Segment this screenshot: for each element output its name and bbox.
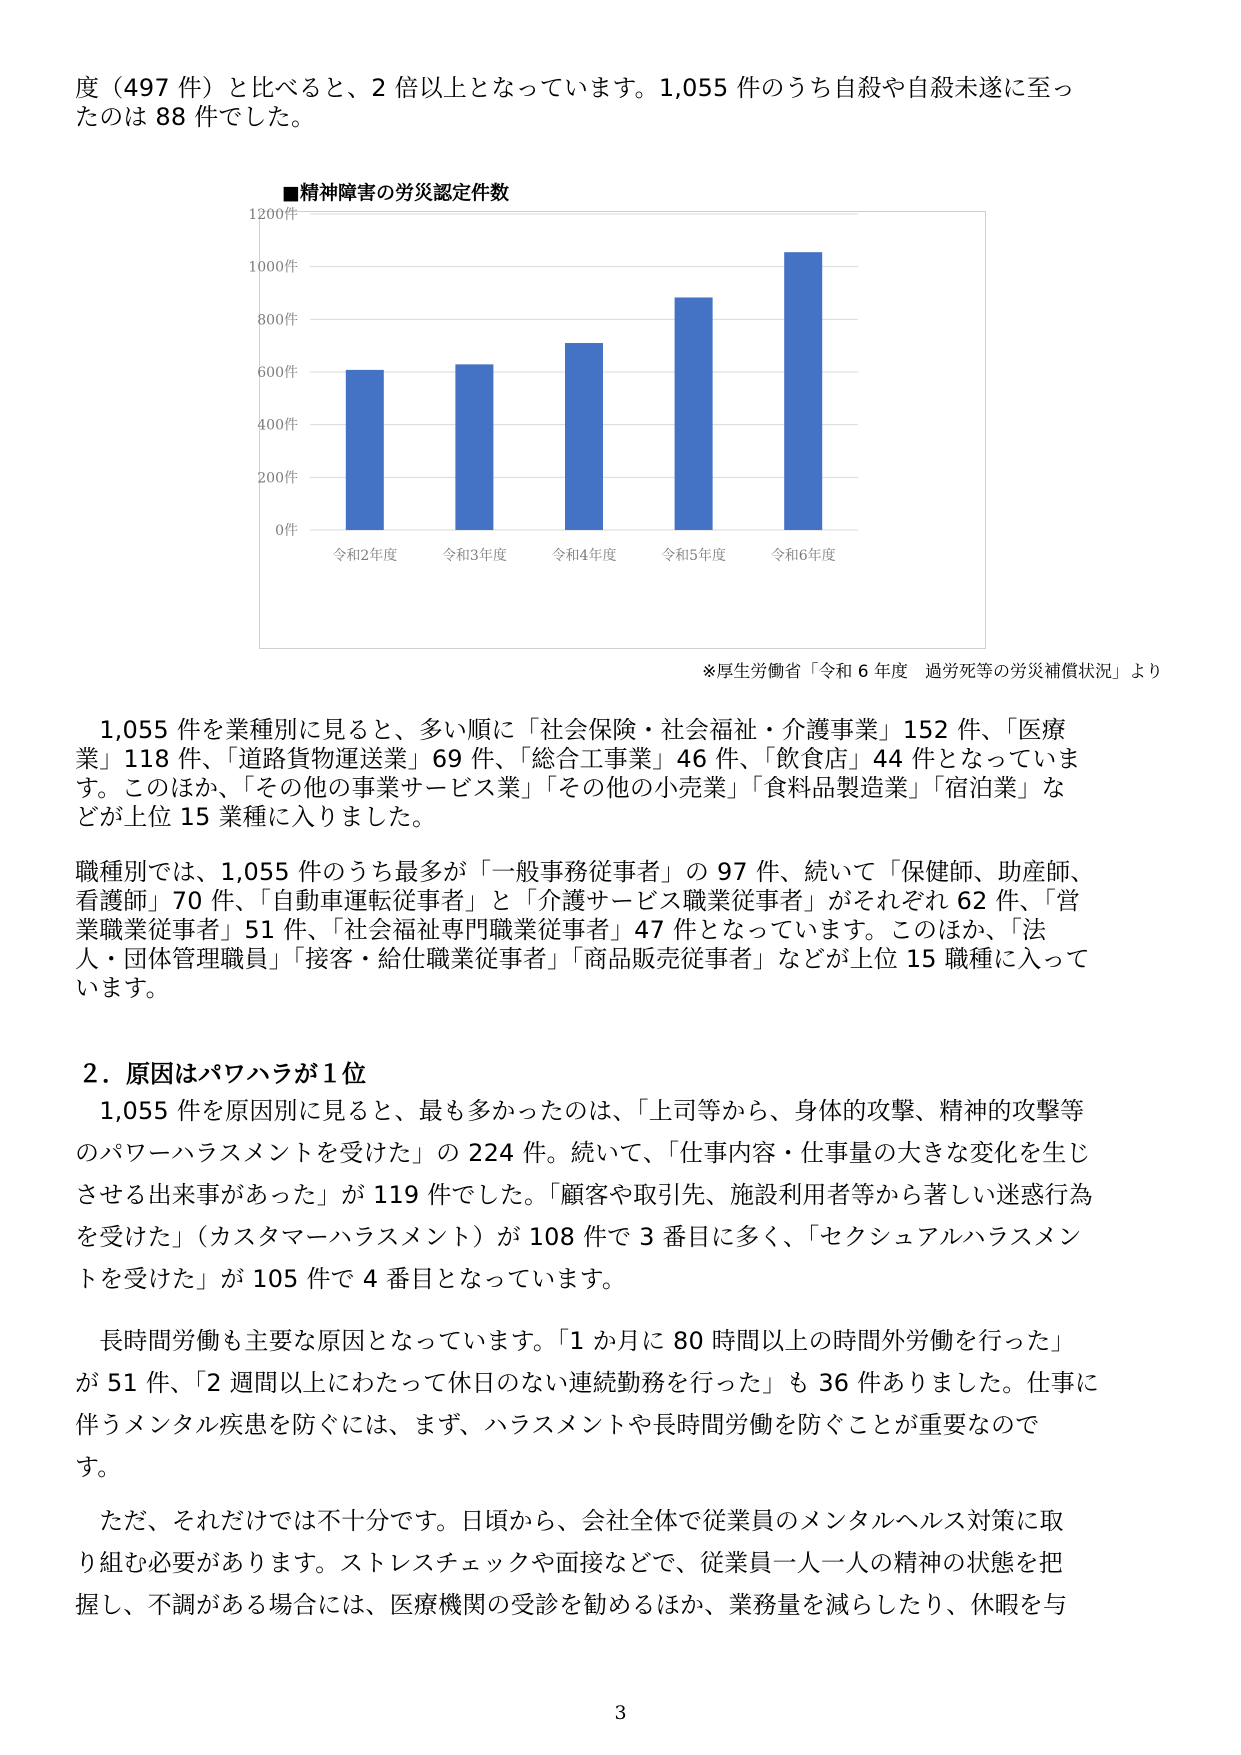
text-line: す。 <box>75 1453 122 1481</box>
chart-frame <box>248 207 986 649</box>
y-tick-label: 0件 <box>275 523 298 539</box>
text-line: 業」118 件、「道路貨物運送業」69 件、「総合工事業」46 件、「飲食店」44 件となっていま <box>75 745 1081 773</box>
plot-area <box>248 207 858 564</box>
text-line: 人・団体管理職員」「接客・給仕職業従事者」「商品販売従事者」などが上位 15 職種に入って <box>75 945 1090 973</box>
y-tick-label: 400件 <box>257 417 298 434</box>
intro-paragraph <box>75 74 1175 132</box>
text-line: させる出来事があった」が 119 件でした。「顧客や取引先、施設利用者等から著しい迷惑行為 <box>75 1181 1093 1209</box>
section-heading: ２．原因はパワハラが１位 <box>78 1060 366 1088</box>
cause-paragraph-3 <box>75 1500 1175 1626</box>
y-tick-label: 1200件 <box>248 207 298 223</box>
text-line: 職種別では、1,055 件のうち最多が「一般事務従事者」の 97 件、続いて「保健師、助産師、 <box>75 858 1095 886</box>
y-tick-label: 800件 <box>257 312 298 329</box>
text-line: 業職業従事者」51 件、「社会福祉専門職業従事者」47 件となっています。このほか、「法 <box>75 916 1047 944</box>
x-category-label: 令和3年度 <box>441 548 507 564</box>
y-tick-label: 600件 <box>257 365 298 381</box>
cause-paragraph-2 <box>75 1320 1175 1488</box>
text-line: 長時間労働も主要な原因となっています。「1 か月に 80 時間以上の時間外労働を行った」 <box>75 1327 1075 1355</box>
text-line: います。 <box>75 974 170 1002</box>
x-category-label: 令和4年度 <box>551 548 617 564</box>
text-line: 握し、不調がある場合には、医療機関の受診を勧めるほか、業務量を減らしたり、休暇を与 <box>75 1591 1068 1619</box>
bar-5 <box>784 252 822 530</box>
industry-paragraph <box>75 716 1175 832</box>
y-tick-label: 1000件 <box>248 259 298 276</box>
x-category-label: 令和6年度 <box>770 548 836 564</box>
text-line: す。このほか、「その他の事業サービス業」「その他の小売業」「食料品製造業」「宿泊業」な <box>75 774 1066 802</box>
chart-caption: ■精神障害の労災認定件数 <box>282 182 509 204</box>
text-line: たのは 88 件でした。 <box>75 103 316 131</box>
text-line: 看護師」70 件、「自動車運転従事者」と「介護サービス職業従事者」がそれぞれ 62 件、「営 <box>75 887 1081 915</box>
text-line: ただ、それだけでは不十分です。日頃から、会社全体で従業員のメンタルヘルス対策に取 <box>75 1507 1064 1535</box>
y-tick-label: 200件 <box>257 470 298 487</box>
cause-paragraph-1 <box>75 1090 1175 1300</box>
text-line: 度（497 件）と比べると、2 倍以上となっています。1,055 件のうち自殺や自殺未遂に至っ <box>75 74 1076 102</box>
text-line: のパワーハラスメントを受けた」の 224 件。続いて、「仕事内容・仕事量の大きな変化を生じ <box>75 1139 1091 1167</box>
text-line: どが上位 15 業種に入りました。 <box>75 803 437 831</box>
bar-3 <box>565 343 603 530</box>
text-line: が 51 件、「2 週間以上にわたって休日のない連続勤務を行った」も 36 件ありました。仕事に <box>75 1369 1100 1397</box>
text-line: トを受けた」が 105 件で 4 番目となっています。 <box>75 1265 627 1293</box>
bar-2 <box>455 364 493 530</box>
text-line: 1,055 件を業種別に見ると、多い順に「社会保険・社会福祉・介護事業」152 件、「医療 <box>75 716 1066 744</box>
text-line: り組む必要があります。ストレスチェックや面接などで、従業員一人一人の精神の状態を把 <box>75 1549 1063 1577</box>
bar-1 <box>346 370 384 530</box>
text-line: を受けた」（カスタマーハラスメント）が 108 件で 3 番目に多く、「セクシュアルハラスメン <box>75 1223 1082 1251</box>
bar-4 <box>675 297 713 530</box>
text-line: 1,055 件を原因別に見ると、最も多かったのは、「上司等から、身体的攻撃、精神的攻撃等 <box>75 1097 1085 1125</box>
occupation-paragraph <box>75 858 1175 1003</box>
x-category-label: 令和2年度 <box>332 548 398 564</box>
text-line: 伴うメンタル疾患を防ぐには、まず、ハラスメントや長時間労働を防ぐことが重要なので <box>75 1411 1040 1439</box>
page-number: 3 <box>614 1702 627 1724</box>
x-category-label: 令和5年度 <box>661 548 727 564</box>
bar-chart <box>248 207 985 648</box>
chart-source-note: ※厚生労働省「令和 6 年度 過労死等の労災補償状況」より <box>702 662 1163 682</box>
